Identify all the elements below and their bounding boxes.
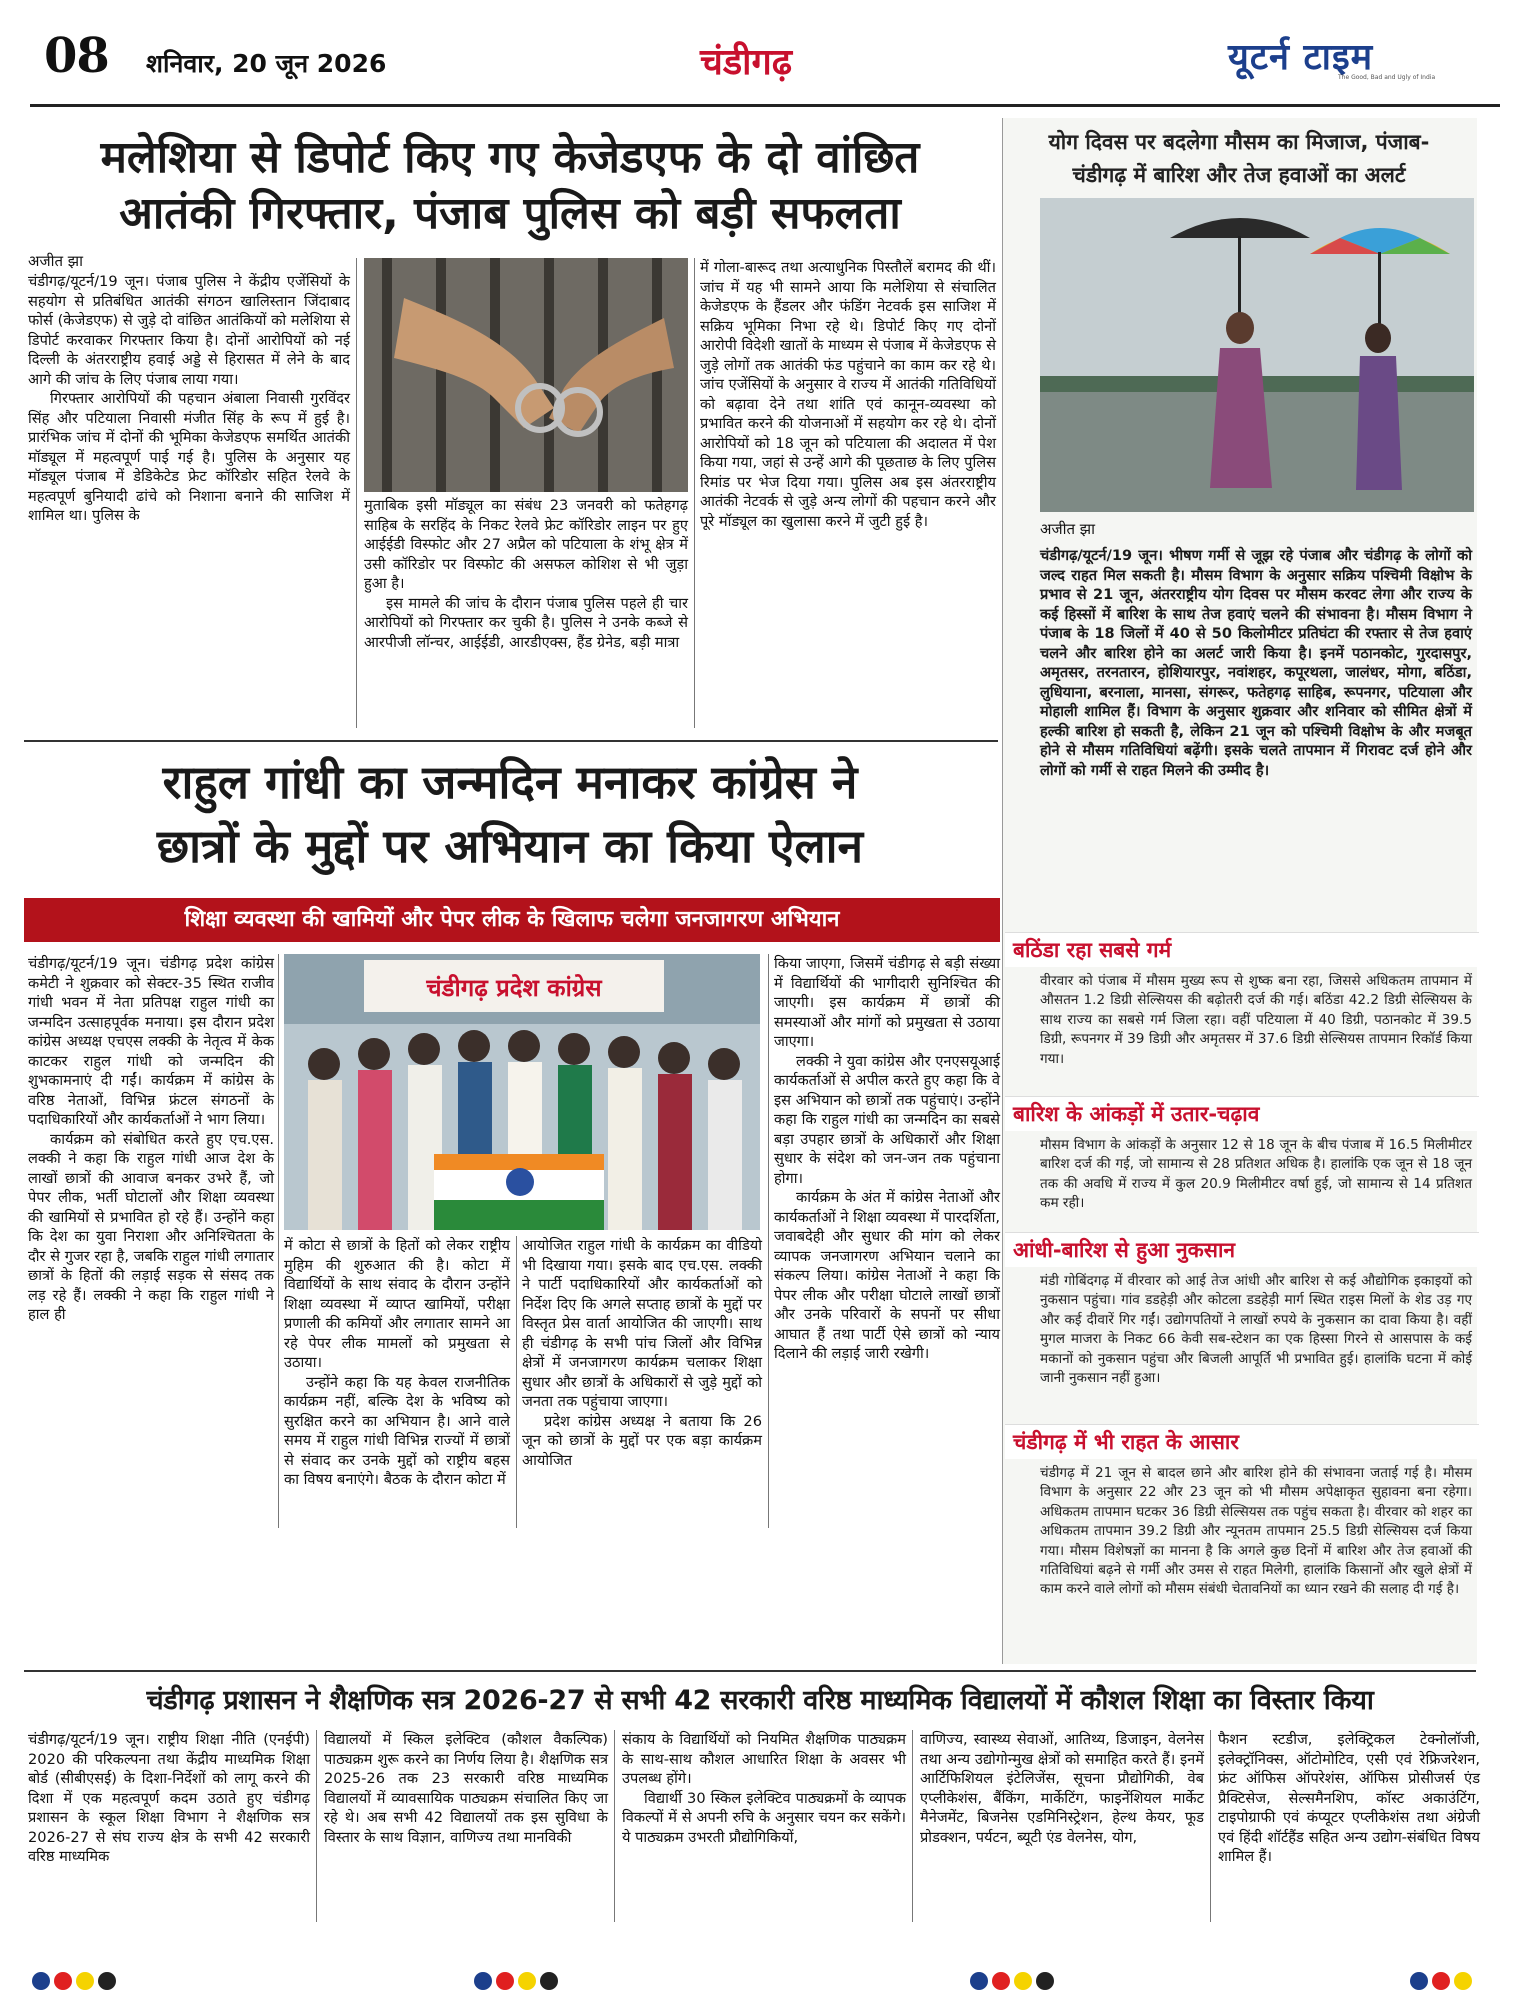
weather-sub2-title: बारिश के आंकड़ों में उतार-चढ़ाव <box>1005 1096 1479 1131</box>
footer-dot <box>32 1972 50 1990</box>
footer-color-dots-center <box>474 1972 558 1990</box>
footer-dot <box>992 1972 1010 1990</box>
weather-headline: योग दिवस पर बदलेगा मौसम का मिजाज, पंजाब- चंडीगढ़ में बारिश और तेज हवाओं का अलर्ट <box>1048 130 1430 187</box>
column-rule <box>768 954 769 1528</box>
section-name: चंडीगढ़ <box>700 42 792 83</box>
weather-sub4-body: चंडीगढ़ में 21 जून से बादल छाने और बारिश होने की संभावना जताई गई है। मौसम विभाग के अनुसार 22 और 23 जून को भी मौसम अपेक्षाकृत सुहावना बना रहेगा। अधिकतम तापमान घटकर 36 डिग्री सेल्सियस तक पहुंच सकता है। वीरवार को शहर का अधिकतम तापमान 39.2 डिग्री और न्यूनतम तापमान 25.5 डिग्री सेल्सियस दर्ज किया गया। मौसम विशेषज्ञों का मानना है कि अगले कुछ दिनों में बारिश और तेज हवाओं की गतिविधियां बढ़ने से गर्मी और उमस से राहत मिलेगी, हालांकि किसानों और खुले क्षेत्रों में काम करने वाले लोगों को मौसम संबंधी चेतावनियों का ध्यान रखने की सलाह दी गई है। <box>1040 1465 1472 1598</box>
column-rule <box>278 954 279 1528</box>
footer-dot <box>518 1972 536 1990</box>
weather-sub1-body: वीरवार को पंजाब में मौसम मुख्य रूप से शुष्क बना रहा, जिससे अधिकतम तापमान में औसतन 1.2 डिग्री सेल्सियस की बढ़ोतरी दर्ज की गई। बठिंडा 42.2 डिग्री सेल्सियस के साथ राज्य का सबसे गर्म जिला रहा। वहीं पटियाला में 40 डिग्री, पठानकोट में 39.5 डिग्री, रूपनगर में 39 डिग्री और अमृतसर में 37.6 डिग्री सेल्सियस तापमान रिकॉर्ड किया गया। <box>1040 973 1472 1067</box>
story2-col1: चंडीगढ़/यूटर्न/19 जून। चंडीगढ़ प्रदेश कांग्रेस कमेटी ने शुक्रवार को सेक्टर-35 स्थित राजीव गांधी भवन में नेता प्रतिपक्ष राहुल गांधी का जन्मदिन उत्साहपूर्वक मनाया। इस दौरान प्रदेश कांग्रेस अध्यक्ष एचएस लक्की के नेतृत्व में केक काटकर राहुल गांधी को जन्मदिन की शुभकामनाएं दी गईं। कार्यक्रम में कांग्रेस के वरिष्ठ नेताओं, विभिन्न फ्रंटल संगठनों के पदाधिकारियों और कार्यकर्ताओं ने भाग लिया। कार्यक्रम को संबोधित करते हुए एच.एस. लक्की ने कहा कि राहुल गांधी आज देश के लाखों छात्रों की आवाज बनकर उभरे हैं, जो पेपर लीक, भर्ती घोटालों और शिक्षा व्यवस्था की खामियों से प्रभावित हो रहे हैं। उन्होंने कहा कि देश का युवा निराशा और अनिश्चितता के दौर से गुजर रहा है, जबकि राहुल गांधी लगातार छात्रों के हितों की लड़ाई सड़क से संसद तक लड़ रहे हैं। लक्की ने कहा कि राहुल गांधी ने हाल ही <box>28 955 274 1323</box>
story1-photo-handcuffs <box>364 258 688 492</box>
issue-date: शनिवार, 20 जून 2026 <box>146 49 387 78</box>
section-divider <box>24 1670 1476 1672</box>
footer-dot <box>1432 1972 1450 1990</box>
story1-col1: चंडीगढ़/यूटर्न/19 जून। पंजाब पुलिस ने केंद्रीय एजेंसियों के सहयोग से प्रतिबंधित आतंकी संगठन खालिस्तान जिंदाबाद फोर्स (केजेडएफ) से जुड़े दो वांछित आतंकियों को मलेशिया से डिपोर्ट करवाकर गिरफ्तार किया है। दोनों आरोपियों को नई दिल्ली के अंतरराष्ट्रीय हवाई अड्डे से हिरासत में लेने के बाद आगे की जांच के लिए पंजाब लाया गया। गिरफ्तार आरोपियों की पहचान अंबाला निवासी गुरविंदर सिंह और पटियाला निवासी मंजीत सिंह के रूप में हुई है। प्रारंभिक जांच में दोनों की भूमिका केजेडएफ समर्थित आतंकी मॉड्यूल में महत्वपूर्ण पाई गई है। पुलिस के अनुसार यह मॉड्यूल पंजाब में डेडिकेटेड फ्रेट कॉरिडोर सहित रेलवे के महत्वपूर्ण बुनियादी ढांचे को निशाना बनाने की साजिश में शामिल था। पुलिस के <box>28 273 350 524</box>
weather-sub4-title: चंडीगढ़ में भी राहत के आसार <box>1005 1424 1479 1459</box>
story3-col1: चंडीगढ़/यूटर्न/19 जून। राष्ट्रीय शिक्षा नीति (एनईपी) 2020 की परिकल्पना तथा केंद्रीय माध्यमिक शिक्षा बोर्ड (सीबीएसई) के दिशा-निर्देशों को लागू करने की दिशा में एक महत्वपूर्ण कदम उठाते हुए चंडीगढ़ प्रशासन के स्कूल शिक्षा विभाग ने शैक्षणिक सत्र 2026-27 से संघ राज्य क्षेत्र के सभी 42 सरकारी वरिष्ठ माध्यमिक <box>28 1731 310 1865</box>
newspaper-logo <box>1228 36 1482 90</box>
footer-dot <box>54 1972 72 1990</box>
weather-byline: अजीत झा <box>1040 520 1096 538</box>
story1-col2: मुताबिक इसी मॉड्यूल का संबंध 23 जनवरी को फतेहगढ़ साहिब के सरहिंद के निकट रेलवे फ्रेट कॉरिडोर लाइन पर हुए आईईडी विस्फोट और 27 अप्रैल को पटियाला के शंभू क्षेत्र में उसी कॉरिडोर पर विस्फोट की असफल कोशिश से भी जुड़ा हुआ है। इस मामले की जांच के दौरान पंजाब पुलिस पहले ही चार आरोपियों को गिरफ्तार कर चुकी है। पुलिस ने उनके कब्जे से आरपीजी लॉन्चर, आईईडी, आरडीएक्स, हैंड ग्रेनेड, बड़ी मात्रा <box>364 497 688 651</box>
weather-sub3-body: मंडी गोबिंदगढ़ में वीरवार को आई तेज आंधी और बारिश से कई औद्योगिक इकाइयों को नुकसान पहुंचा। गांव डडहेड़ी और कोटला डडहेड़ी मार्ग स्थित राइस मिलों के शेड उड़ गए और कई दीवारें गिर गईं। उद्योगपतियों ने लाखों रुपये के नुकसान का दावा किया है। वहीं मुगल माजरा के निकट 66 केवी सब-स्टेशन का एक हिस्सा गिरने से आसपास के कई मकानों को नुकसान पहुंचा और बिजली आपूर्ति भी प्रभावित हुई। हालांकि घटना में कोई जानी नुकसान नहीं हुआ। <box>1040 1273 1472 1387</box>
column-rule <box>516 1236 517 1528</box>
column-rule <box>614 1730 615 1922</box>
footer-dot <box>1454 1972 1472 1990</box>
footer-color-dots-left <box>32 1972 116 1990</box>
story2-col4: किया जाएगा, जिसमें चंडीगढ़ से बड़ी संख्या में विद्यार्थियों की भागीदारी सुनिश्चित की जाएगी। इस कार्यक्रम में छात्रों की समस्याओं और मांगों को प्रमुखता से उठाया जाएगा। लक्की ने युवा कांग्रेस और एनएसयूआई कार्यकर्ताओं से अपील करते हुए कहा कि वे इस अभियान को छात्रों तक पहुंचाएं। उन्होंने कहा कि राहुल गांधी का जन्मदिन का सबसे बड़ा उपहार छात्रों के अधिकारों और शिक्षा सुधार के संदेश को जन-जन तक पहुंचाना होगा। कार्यक्रम के अंत में कांग्रेस नेताओं और कार्यकर्ताओं ने शिक्षा व्यवस्था में पारदर्शिता, जवाबदेही और सुधार की मांग को लेकर व्यापक जनजागरण अभियान चलाने का संकल्प लिया। कांग्रेस नेताओं ने कहा कि पेपर लीक और परीक्षा घोटाले लाखों छात्रों और उनके परिवारों के सपनों पर सीधा आघात हैं तथा पार्टी ऐसे छात्रों को न्याय दिलाने की लड़ाई जारी रखेगी। <box>774 955 1000 1362</box>
column-rule <box>356 258 357 728</box>
column-rule <box>1210 1730 1211 1922</box>
footer-dot <box>970 1972 988 1990</box>
story2-red-banner <box>24 898 1000 942</box>
story3-headline: चंडीगढ़ प्रशासन ने शैक्षणिक सत्र 2026-27 से सभी 42 सरकारी वरिष्ठ माध्यमिक विद्यालयों में कौशल शिक्षा का विस्तार किया <box>146 1685 1374 1716</box>
story2-col2: में कोटा से छात्रों के हितों को लेकर राष्ट्रीय मुहिम की शुरुआत की है। कोटा में विद्यार्थियों के साथ संवाद के दौरान उन्होंने शिक्षा व्यवस्था में व्याप्त खामियों, परीक्षा प्रणाली की कमियों और लगातार सामने आ रहे पेपर लीक मामलों को प्रमुखता से उठाया। उन्होंने कहा कि यह केवल राजनीतिक कार्यक्रम नहीं, बल्कि देश के भविष्य को सुरक्षित करने का अभियान है। आने वाले समय में राहुल गांधी विभिन्न राज्यों में छात्रों से संवाद कर उनके मुद्दों को राष्ट्रीय बहस का विषय बनाएंगे। बैठक के दौरान कोटा में <box>284 1237 510 1488</box>
column-rule <box>316 1730 317 1922</box>
header-rule <box>30 104 1500 107</box>
weather-body: चंडीगढ़/यूटर्न/19 जून। भीषण गर्मी से जूझ रहे पंजाब और चंडीगढ़ के लोगों को जल्द राहत मिल सकती है। मौसम विभाग के अनुसार सक्रिय पश्चिमी विक्षोभ के प्रभाव से 21 जून, अंतरराष्ट्रीय योग दिवस पर मौसम करवट लेगा और राज्य के कई हिस्सों में बारिश के साथ तेज हवाएं चलने की संभावना है। मौसम विभाग ने पंजाब के 18 जिलों में 40 से 50 किलोमीटर प्रतिघंटा की रफ्तार से तेज हवाएं चलने और बारिश होने का अलर्ट जारी किया है। इनमें पठानकोट, गुरदासपुर, अमृतसर, तरनतारन, होशियारपुर, नवांशहर, कपूरथला, जालंधर, मोगा, बठिंडा, लुधियाना, बरनाला, मानसा, संगरूर, फतेहगढ़ साहिब, रूपनगर, पटियाला और मोहाली शामिल हैं। विभाग के अनुसार शुक्रवार और शनिवार को सीमित क्षेत्रों में हल्की बारिश हो सकती है, लेकिन 21 जून को पश्चिमी विक्षोभ के और मजबूत होने से मौसम गतिविधियां बढ़ेंगी। इसके चलते तापमान में गिरावट दर्ज होने और लोगों को गर्मी से राहत मिलने की उम्मीद है। <box>1040 547 1472 779</box>
story2-col3: आयोजित राहुल गांधी के कार्यक्रम का वीडियो भी दिखाया गया। इसके बाद एच.एस. लक्की ने पार्टी पदाधिकारियों और कार्यकर्ताओं को निर्देश दिए कि अगले सप्ताह छात्रों के मुद्दों पर विस्तृत प्रेस वार्ता आयोजित की जाएगी। साथ ही चंडीगढ़ के सभी पांच जिलों और विभिन्न क्षेत्रों में जनजागरण कार्यक्रम चलाकर शिक्षा सुधार और छात्रों के अधिकारों से जुड़े मुद्दों को जनता तक पहुंचाया जाएगा। प्रदेश कांग्रेस अध्यक्ष ने बताया कि 26 जून को छात्रों के मुद्दों पर एक बड़ा कार्यक्रम आयोजित <box>522 1237 762 1469</box>
footer-color-dots-right <box>1410 1972 1472 1990</box>
story3-col4: वाणिज्य, स्वास्थ्य सेवाओं, आतिथ्य, डिजाइन, वेलनेस तथा अन्य उद्योगोन्मुख क्षेत्रों को समाहित करते हैं। इनमें आर्टिफिशियल इंटेलिजेंस, सूचना प्रौद्योगिकी, वेब एप्लीकेशंस, बैंकिंग, मार्केटिंग, फाइनेंशियल मार्केट मैनेजमेंट, बिजनेस एडमिनिस्ट्रेशन, हेल्थ केयर, फूड प्रोडक्शन, पर्यटन, ब्यूटी एंड वेलनेस, योग, <box>920 1731 1204 1846</box>
column-rule <box>912 1730 913 1922</box>
footer-dot <box>76 1972 94 1990</box>
weather-sub1-title: बठिंडा रहा सबसे गर्म <box>1005 932 1479 967</box>
footer-dot <box>540 1972 558 1990</box>
logo-text: यूटर्न टाइम <box>1228 37 1374 78</box>
footer-dot <box>98 1972 116 1990</box>
photo-banner-text: चंडीगढ़ प्रदेश कांग्रेस <box>426 974 602 1002</box>
story1-byline: अजीत झा <box>28 252 84 270</box>
story3-col3: संकाय के विद्यार्थियों को नियमित शैक्षणिक पाठ्यक्रम के साथ-साथ कौशल आधारित शिक्षा के अवसर भी उपलब्ध होंगे। विद्यार्थी 30 स्किल इलेक्टिव पाठ्यक्रमों के व्यापक विकल्पों में से अपनी रुचि के अनुसार चयन कर सकेंगे। ये पाठ्यक्रम उभरती प्रौद्योगिकियों, <box>622 1731 906 1846</box>
story3-col2: विद्यालयों में स्किल इलेक्टिव (कौशल वैकल्पिक) पाठ्यक्रम शुरू करने का निर्णय लिया है। शैक्षणिक सत्र 2025-26 तक 23 सरकारी वरिष्ठ माध्यमिक विद्यालयों में व्यावसायिक पाठ्यक्रम संचालित किए जा रहे थे। अब सभी 42 विद्यालयों तक इस सुविधा के विस्तार के साथ विज्ञान, वाणिज्य तथा मानविकी <box>324 1731 608 1846</box>
footer-dot <box>474 1972 492 1990</box>
logo-tagline: The Good, Bad and Ugly of India <box>1338 74 1436 81</box>
masthead <box>0 0 1536 112</box>
weather-photo-rain-umbrellas <box>1040 198 1474 512</box>
story2-headline: राहुल गांधी का जन्मदिन मनाकर कांग्रेस ने छात्रों के मुद्दों पर अभियान का किया ऐलान <box>156 755 864 873</box>
weather-sub3-title: आंधी-बारिश से हुआ नुकसान <box>1005 1232 1479 1267</box>
story3-col5: फैशन स्टडीज, इलेक्ट्रिकल टेक्नोलॉजी, इलेक्ट्रॉनिक्स, ऑटोमोटिव, एसी एवं रेफ्रिजरेशन, फ्रंट ऑफिस ऑपरेशंस, ऑफिस प्रोसीजर्स एंड प्रैक्टिसेज, सेल्समैनशिप, कॉस्ट अकाउंटिंग, टाइपोग्राफी एवं कंप्यूटर एप्लीकेशंस तथा अंग्रेजी एवं हिंदी शॉर्टहैंड सहित अन्य उद्योग-संबंधित विषय शामिल हैं। <box>1218 1731 1480 1865</box>
weather-sub2-body: मौसम विभाग के आंकड़ों के अनुसार 12 से 18 जून के बीच पंजाब में 16.5 मिलीमीटर बारिश दर्ज की गई, जो सामान्य से 28 प्रतिशत अधिक है। हालांकि एक जून से 18 जून तक की अवधि में राज्य में कुल 20.9 मिलीमीटर वर्षा हुई, जो सामान्य से 14 प्रतिशत कम रही। <box>1040 1137 1472 1212</box>
column-rule <box>694 258 695 728</box>
story2-photo-birthday-event <box>284 954 760 1230</box>
footer-dot <box>1410 1972 1428 1990</box>
story1-headline: मलेशिया से डिपोर्ट किए गए केजेडएफ के दो वांछित आतंकी गिरफ्तार, पंजाब पुलिस को बड़ी सफलता <box>100 132 920 239</box>
footer-dot <box>1014 1972 1032 1990</box>
section-divider <box>24 740 998 742</box>
page-number: 08 <box>44 28 109 84</box>
footer-dot <box>1036 1972 1054 1990</box>
footer-dot <box>496 1972 514 1990</box>
story2-banner-text: शिक्षा व्यवस्था की खामियों और पेपर लीक के खिलाफ चलेगा जनजागरण अभियान <box>184 907 840 932</box>
story1-col3: में गोला-बारूद तथा अत्याधुनिक पिस्तौलें बरामद की थीं। जांच में यह भी सामने आया कि मलेशिया से संचालित केजेडएफ के हैंडलर और फंडिंग नेटवर्क इस साजिश में सक्रिय भूमिका निभा रहे थे। डिपोर्ट किए गए दोनों आरोपी विदेशी खातों के माध्यम से पंजाब में केजेडएफ से जुड़े लोगों तक आतंकी फंड पहुंचाने का काम कर रहे थे। जांच एजेंसियों के अनुसार वे राज्य में आतंकी गतिविधियों को बढ़ावा देने तथा शांति एवं कानून-व्यवस्था को प्रभावित करने की योजनाओं में सहयोग कर रहे थे। दोनों आरोपियों को 18 जून को पटियाला की अदालत में पेश किया गया, जहां से उन्हें आगे की पूछताछ के लिए पुलिस रिमांड पर भेज दिया गया। पुलिस अब इस अंतरराष्ट्रीय आतंकी नेटवर्क से जुड़े अन्य लोगों की पहचान करने और पूरे मॉड्यूल का खुलासा करने में जुटी हुई है। <box>700 259 996 530</box>
footer-color-dots-center2 <box>970 1972 1054 1990</box>
